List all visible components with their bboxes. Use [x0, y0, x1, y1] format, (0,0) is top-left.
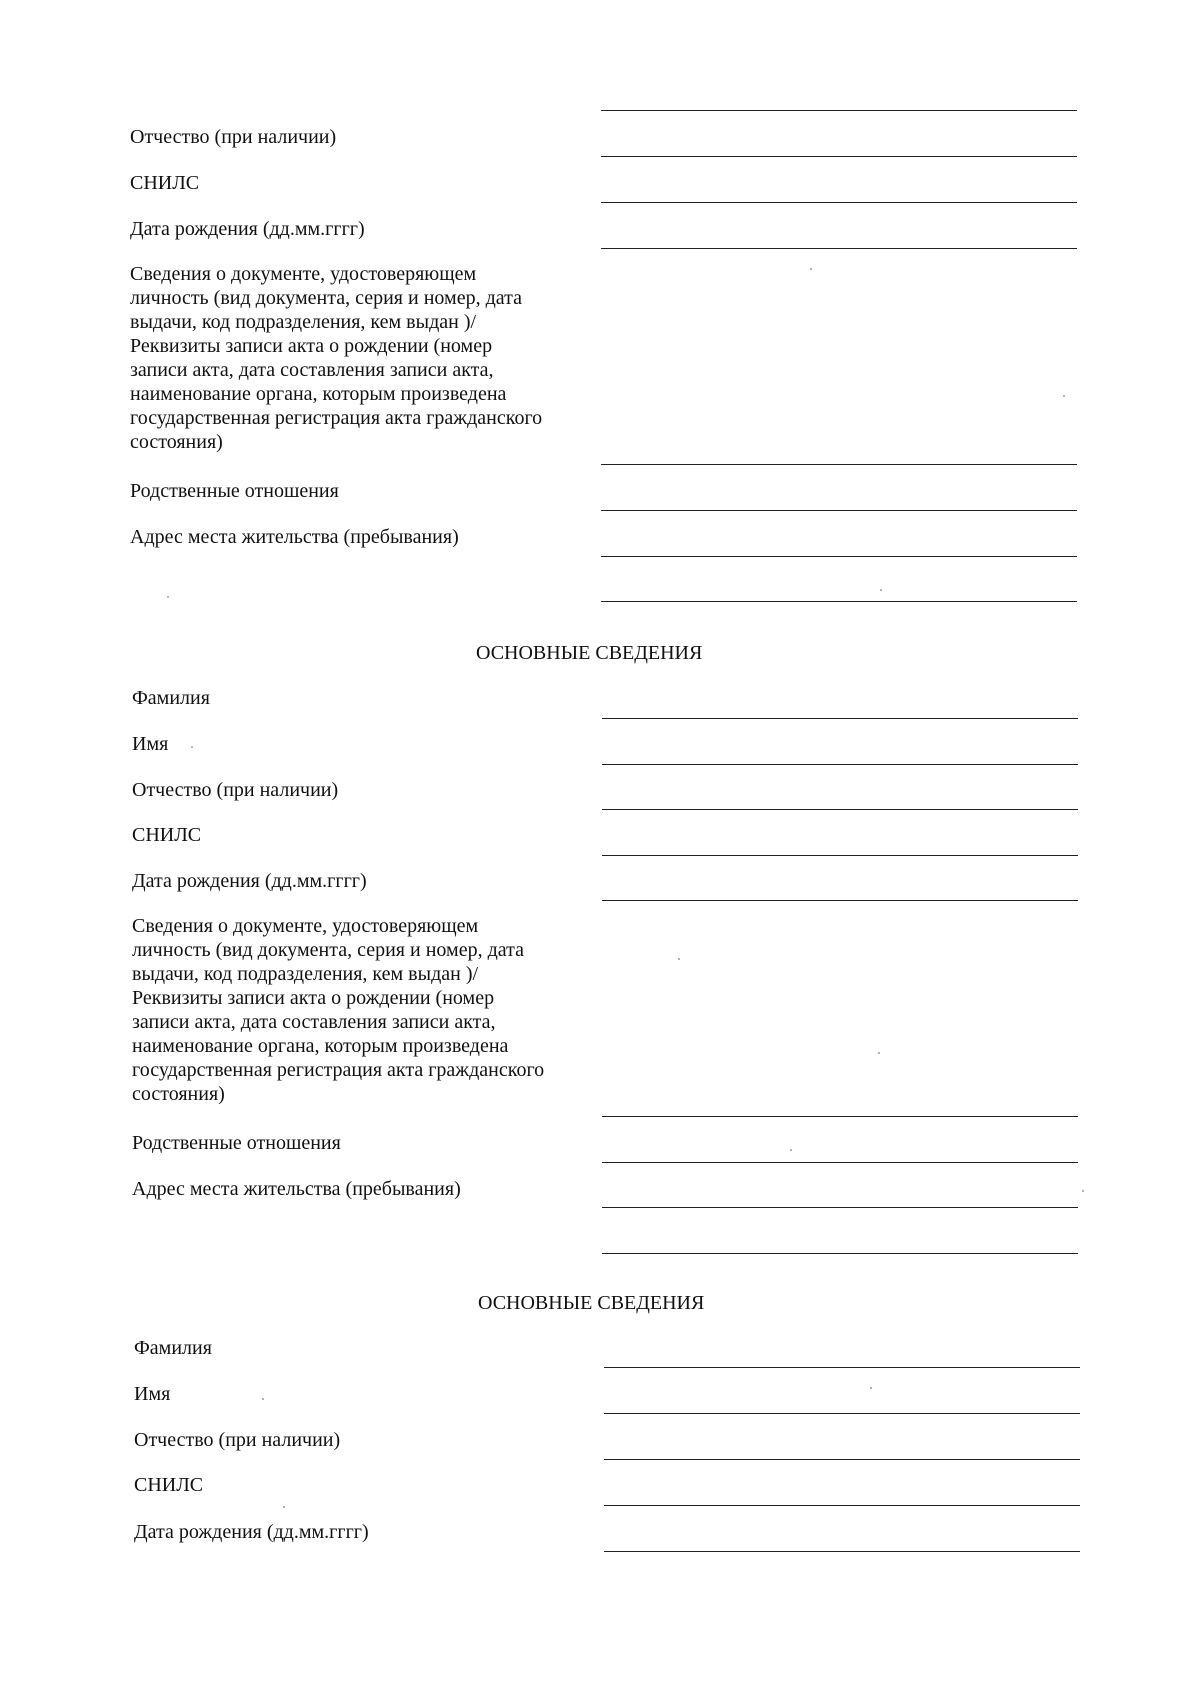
birthdate-line[interactable]: [601, 248, 1077, 249]
surname-label: Фамилия: [132, 687, 210, 709]
surname-line[interactable]: [604, 1367, 1080, 1368]
scan-speck: [790, 1149, 792, 1151]
id-document-line[interactable]: [601, 464, 1077, 465]
address-line-1[interactable]: [601, 556, 1077, 557]
entry-line-top[interactable]: [601, 110, 1077, 111]
patronymic-line[interactable]: [602, 809, 1078, 810]
name-line[interactable]: [602, 764, 1078, 765]
snils-line[interactable]: [604, 1505, 1080, 1506]
scan-speck: [191, 746, 193, 748]
scan-speck: [870, 1387, 872, 1389]
patronymic-line[interactable]: [601, 156, 1077, 157]
snils-line[interactable]: [602, 855, 1078, 856]
name-label: Имя: [132, 733, 169, 755]
patronymic-label: Отчество (при наличии): [134, 1429, 341, 1451]
relation-line[interactable]: [601, 510, 1077, 511]
id-document-label: Сведения о документе, удостоверяющем личность (вид документа, серия и номер, дата выдачи, код подразделения, кем выдан )/ Реквизиты записи акта о рождении (номер записи акта, дата составления записи акта, наименование органа, которым произведена государственная регистрация акта гражданского состояния): [132, 915, 545, 1105]
birthdate-line[interactable]: [602, 900, 1078, 901]
id-document-label: Сведения о документе, удостоверяющем личность (вид документа, серия и номер, дата выдачи, код подразделения, кем выдан )/ Реквизиты записи акта о рождении (номер записи акта, дата составления записи акта, наименование органа, которым произведена государственная регистрация акта гражданского состояния): [130, 263, 543, 453]
name-label: Имя: [134, 1383, 171, 1405]
scan-speck: [262, 1398, 264, 1400]
address-line-2[interactable]: [602, 1253, 1078, 1254]
patronymic-label: Отчество (при наличии): [130, 126, 337, 148]
address-line-1[interactable]: [602, 1207, 1078, 1208]
birthdate-line[interactable]: [604, 1551, 1080, 1552]
relation-label: Родственные отношения: [130, 480, 339, 502]
address-label: Адрес места жительства (пребывания): [130, 526, 459, 548]
scan-speck: [1082, 1190, 1084, 1192]
name-line[interactable]: [604, 1413, 1080, 1414]
scan-speck: [810, 268, 812, 270]
address-label: Адрес места жительства (пребывания): [132, 1178, 461, 1200]
scan-speck: [880, 589, 882, 591]
snils-label: СНИЛС: [134, 1474, 204, 1496]
patronymic-label: Отчество (при наличии): [132, 779, 339, 801]
surname-label: Фамилия: [134, 1337, 212, 1359]
birthdate-label: Дата рождения (дд.мм.гггг): [132, 870, 367, 892]
birthdate-label: Дата рождения (дд.мм.гггг): [134, 1521, 369, 1543]
scan-speck: [1063, 395, 1065, 397]
section-heading: ОСНОВНЫЕ СВЕДЕНИЯ: [478, 1292, 705, 1314]
scan-speck: [167, 596, 169, 598]
surname-line[interactable]: [602, 718, 1078, 719]
section-heading: ОСНОВНЫЕ СВЕДЕНИЯ: [476, 642, 703, 664]
id-document-line[interactable]: [602, 1116, 1078, 1117]
snils-label: СНИЛС: [132, 824, 202, 846]
scan-speck: [283, 1506, 285, 1508]
address-line-2[interactable]: [601, 601, 1077, 602]
snils-line[interactable]: [601, 202, 1077, 203]
birthdate-label: Дата рождения (дд.мм.гггг): [130, 218, 365, 240]
scan-speck: [878, 1052, 880, 1054]
scan-speck: [678, 958, 680, 960]
patronymic-line[interactable]: [604, 1459, 1080, 1460]
relation-line[interactable]: [602, 1162, 1078, 1163]
snils-label: СНИЛС: [130, 172, 200, 194]
relation-label: Родственные отношения: [132, 1132, 341, 1154]
